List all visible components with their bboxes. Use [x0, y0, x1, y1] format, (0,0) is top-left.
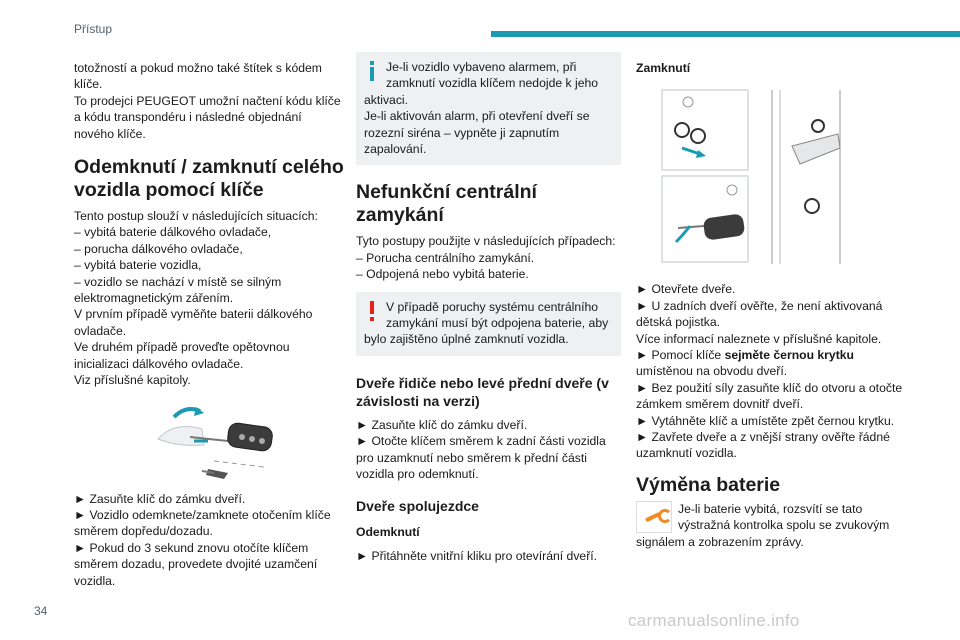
paragraph: Je-li baterie vybitá, rozsvítí se tato výstražná kontrolka spolu se zvukovým signálem a zobrazením zprávy. — [636, 501, 890, 549]
section-heading: Nefunkční centrální zamykání — [356, 181, 537, 227]
paragraph: Tyto postupy použijte v následujících případech: — [356, 234, 616, 249]
step: ► Vytáhněte klíč a umístěte zpět černou krytku. — [636, 413, 895, 428]
warning-notice — [356, 292, 621, 356]
column-1 — [74, 60, 344, 589]
lock-label: Zamknutí — [636, 61, 691, 75]
section-heading: Výměna baterie — [636, 473, 781, 496]
wrench-warning-icon — [636, 501, 672, 533]
step: ► U zadních dveří ověřte, že není aktivovaná dětská pojistka. — [636, 298, 883, 330]
paragraph: V prvním případě vyměňte baterii dálkového ovladače. — [74, 307, 313, 338]
list-item: – vybitá baterie dálkového ovladače, — [74, 225, 272, 240]
warning-icon — [364, 301, 380, 323]
step-remove-cover — [636, 347, 906, 380]
page-number: 34 — [34, 604, 48, 618]
notice-text: V případě poruchy systému centrálního zamykání musí být odpojena baterie, aby bylo zajištěno úplné zamknutí vozidla. — [364, 299, 609, 347]
list-item: – Porucha centrálního zamykání. — [356, 250, 535, 265]
paragraph: Více informací naleznete v příslušné kapitole. — [636, 331, 882, 346]
paragraph: totožností a pokud možno také štítek s kódem klíče. — [74, 61, 322, 92]
section-title: Přístup — [74, 22, 113, 36]
step: ► Přitáhněte vnitřní kliku pro otevírání dveří. — [356, 548, 598, 563]
step: ► Zasuňte klíč do zámku dveří. — [74, 491, 246, 506]
key-lock-illustration — [144, 399, 294, 485]
paragraph: Tento postup slouží v následujících situacích: — [74, 209, 318, 224]
step: ► Zasuňte klíč do zámku dveří. — [356, 417, 528, 432]
notice-text: Je-li vozidlo vybaveno alarmem, při zamknutí vozidla klíčem nedojde k jeho aktivaci. — [364, 60, 599, 107]
list-item: – Odpojená nebo vybitá baterie. — [356, 267, 529, 282]
subsection-heading: Dveře řidiče nebo levé přední dveře (v závislosti na verzi) — [356, 374, 609, 409]
subsection-heading: Dveře spolujezdce — [356, 497, 479, 514]
header-accent-bar — [491, 31, 960, 37]
unlock-label: Odemknutí — [356, 524, 420, 539]
paragraph: Ve druhém případě proveďte opětovnou inicializaci dálkového ovladače. — [74, 340, 290, 371]
section-heading: Odemknutí / zamknutí celého vozidla pomocí klíče — [74, 156, 344, 202]
column-3 — [636, 60, 906, 550]
step-text: umístěnou na obvodu dveří. — [636, 364, 788, 379]
paragraph: Viz příslušné kapitoly. — [74, 373, 191, 388]
list-item: – porucha dálkového ovladače, — [74, 241, 243, 256]
step: ► Otevřete dveře. — [636, 282, 736, 297]
info-icon — [364, 61, 380, 83]
step: ► Pokud do 3 sekund znovu otočíte klíčem směrem dozadu, provedete dvojité uzamčení vozidla. — [74, 540, 318, 588]
step-text: ► Pomocí klíče — [636, 348, 725, 363]
door-lock-illustration — [660, 86, 850, 271]
watermark: carmanualsonline.info — [628, 611, 800, 630]
list-item: – vybitá baterie vozidla, — [74, 258, 202, 273]
notice-text: Je-li aktivován alarm, při otevření dveří se rozezní siréna – vypněte ji zapnutím zapalování. — [364, 109, 590, 157]
column-2 — [356, 52, 621, 564]
step: ► Otočte klíčem směrem k zadní části vozidla pro uzamknutí nebo směrem k přední části vozidla pro odemknutí. — [356, 434, 606, 482]
paragraph: To prodejci PEUGEOT umožní načtení kódu klíče a kódu transpondéru i následné objednání nového klíče. — [74, 93, 341, 141]
step: ► Zavřete dveře a z vnější strany ověřte řádné uzamknutí vozidla. — [636, 430, 890, 461]
step-emphasis: sejměte černou krytku — [724, 348, 854, 363]
step: ► Bez použití síly zasuňte klíč do otvoru a otočte zámkem směrem dovnitř dveří. — [636, 380, 903, 412]
step: ► Vozidlo odemknete/zamknete otočením klíče směrem dopředu/dozadu. — [74, 507, 331, 539]
info-notice — [356, 52, 621, 165]
list-item: – vozidlo se nachází v místě se silným elektromagnetickým zářením. — [74, 274, 282, 306]
